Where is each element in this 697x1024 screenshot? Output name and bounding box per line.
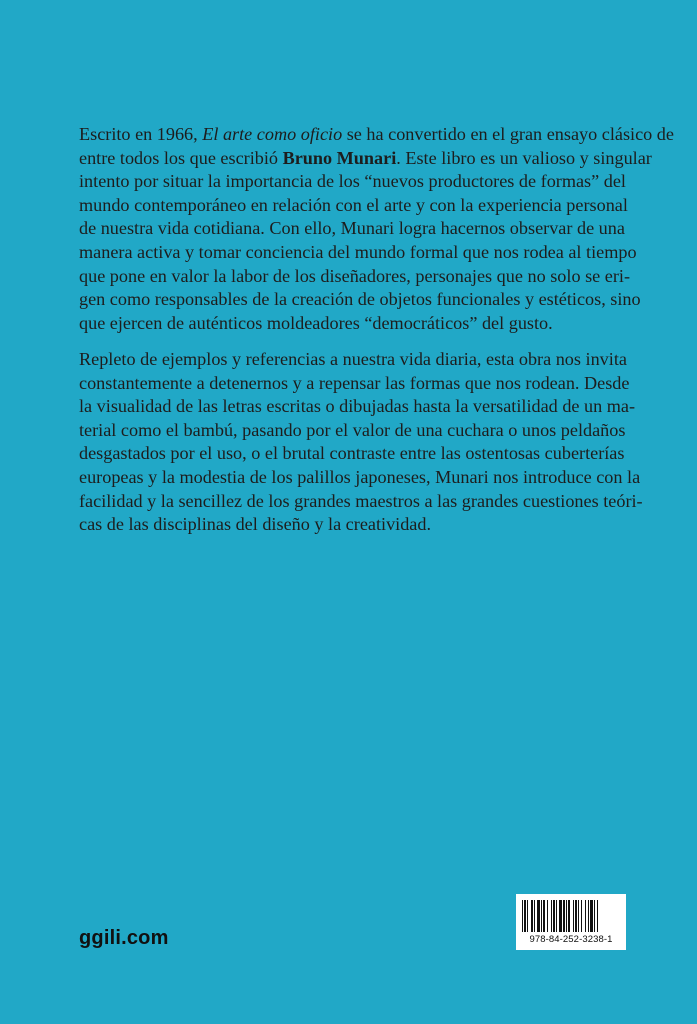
paragraph-line: mundo contemporáneo en relación con el arte y con la experiencia personal [79, 194, 628, 215]
isbn-barcode [516, 894, 626, 950]
description-paragraph-2 [79, 348, 643, 537]
paragraph-line: intento por situar la importancia de los “nuevos productores de formas” del [79, 171, 626, 192]
paragraph-line: de nuestra vida cotidiana. Con ello, Munari logra hacernos observar de una [79, 218, 625, 239]
paragraph-line: desgastados por el uso, o el brutal contraste entre las ostentosas cuberterías [79, 443, 625, 464]
paragraph-line: constantemente a detenernos y a repensar las formas que nos rodean. Desde [79, 372, 630, 393]
barcode-bars-icon [522, 900, 620, 932]
paragraph-line: la visualidad de las letras escritas o dibujadas hasta la versatilidad de un ma- [79, 396, 636, 417]
paragraph-line: europeas y la modestia de los palillos japoneses, Munari nos introduce con la [79, 466, 641, 487]
paragraph-line: gen como responsables de la creación de objetos funcionales y estéticos, sino [79, 289, 641, 310]
book-title-italic: El arte como oficio [202, 124, 343, 144]
publisher-website: ggili.com [79, 927, 169, 949]
paragraph-line: manera activa y tomar conciencia del mundo formal que nos rodea al tiempo [79, 241, 637, 262]
paragraph-line: Repleto de ejemplos y referencias a nuestra vida diaria, esta obra nos invita [79, 349, 627, 369]
paragraph-line: facilidad y la sencillez de los grandes maestros a las grandes cuestiones teóri- [79, 490, 643, 511]
author-name-bold: Bruno Munari [282, 147, 397, 168]
paragraph-line: que pone en valor la labor de los diseñadores, personajes que no solo se eri- [79, 265, 631, 286]
paragraph-line: entre todos los que escribió Bruno Munari. Este libro es un valioso y singular [79, 147, 652, 168]
paragraph-line: cas de las disciplinas del diseño y la creatividad. [79, 514, 432, 535]
description-paragraph-1 [79, 123, 674, 335]
isbn-number: 978-84-252-3238-1 [529, 934, 613, 945]
paragraph-line: que ejercen de auténticos moldeadores “democráticos” del gusto. [79, 312, 553, 333]
paragraph-line: terial como el bambú, pasando por el valor de una cuchara o unos peldaños [79, 419, 626, 440]
paragraph-line: Escrito en 1966, El arte como oficio se ha convertido en el gran ensayo clásico de [79, 124, 674, 144]
